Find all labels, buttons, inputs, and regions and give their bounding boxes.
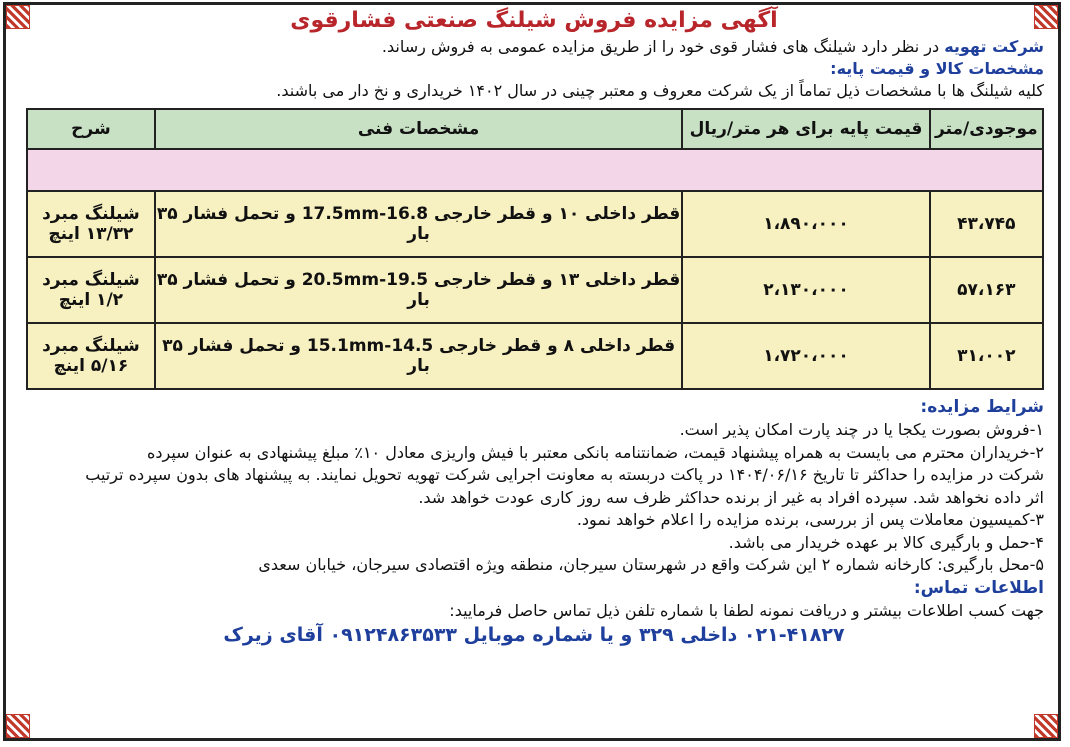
- desc-cell: [27, 191, 155, 257]
- term-line: ۳-کمیسیون معاملات پس از بررسی، برنده مزایده را اعلام خواهد نمود.: [576, 510, 1044, 529]
- ad-content: [24, 6, 1044, 648]
- term-line: ۱-فروش بصورت یکجا یا در چند پارت امکان پذیر است.: [679, 420, 1044, 439]
- desc-line: شیلنگ مبرد: [42, 336, 140, 356]
- corner-ornament: [1034, 714, 1058, 738]
- stock-cell: ۴۳،۷۴۵: [930, 191, 1043, 257]
- stock-cell: ۳۱،۰۰۲: [930, 323, 1043, 389]
- desc-line: شیلنگ مبرد: [42, 204, 140, 224]
- header-spec: مشخصات فنی: [155, 109, 683, 149]
- intro-line: [24, 36, 1044, 58]
- corner-ornament: [6, 714, 30, 738]
- company-name: شرکت تهویه: [944, 37, 1044, 56]
- desc-cell: [27, 323, 155, 389]
- specs-table: [26, 108, 1044, 390]
- desc-size: ۱۳/۳۲ اینچ: [48, 224, 134, 244]
- header-desc: شرح: [27, 109, 155, 149]
- term-line: ۵-محل بارگیری: کارخانه شماره ۲ این شرکت واقع در شهرستان سیرجان، منطقه ویژه اقتصادی سیرجان، خیابان سعدی: [258, 555, 1044, 574]
- price-cell: ۲،۱۳۰،۰۰۰: [682, 257, 929, 323]
- spacer-cell: [27, 149, 1043, 191]
- spec-cell: قطر داخلی ۱۳ و قطر خارجی 19.5-20.5mm و تحمل فشار ۳۵ بار: [155, 257, 683, 323]
- term-line: ۲-خریداران محترم می بایست به همراه پیشنهاد قیمت، ضمانتنامه بانکی معتبر با فیش واریزی معادل ۱۰٪ مبلغ پیشنهادی به عنوان سپرده: [147, 442, 1044, 462]
- stock-cell: ۵۷،۱۶۳: [930, 257, 1043, 323]
- spec-cell: قطر داخلی ۸ و قطر خارجی 14.5-15.1mm و تحمل فشار ۳۵ بار: [155, 323, 683, 389]
- header-stock: موجودی/متر: [930, 109, 1043, 149]
- contact-heading: اطلاعات تماس:: [913, 577, 1044, 598]
- intro-text: در نظر دارد شیلنگ های فشار قوی خود را از طریق مزایده عمومی به فروش رساند.: [381, 37, 945, 56]
- table-header-row: [27, 109, 1043, 149]
- term-line: اثر داده نخواهد شد. سپرده افراد به غیر از برنده حداکثر ظرف سه روز کاری عودت خواهد شد.: [418, 487, 1044, 507]
- table-spacer-row: [27, 149, 1043, 191]
- specs-heading: مشخصات کالا و قیمت پایه:: [830, 59, 1044, 78]
- term-line: شرکت در مزایده را حداکثر تا تاریخ ۱۴۰۴/۰۶/۱۶ در پاکت دربسته به معاونت اجرایی شرکت تهویه تحویل نمایند. به پیشنهاد های بدون سپرده ترتیب: [85, 465, 1044, 484]
- desc-cell: [27, 257, 155, 323]
- desc-line: شیلنگ مبرد: [42, 270, 140, 290]
- desc-size: ۵/۱۶ اینچ: [53, 356, 129, 376]
- terms-heading: شرایط مزایده:: [920, 397, 1044, 417]
- table-row: [27, 191, 1043, 257]
- contact-text: جهت کسب اطلاعات بیشتر و دریافت نمونه لطفا با شماره تلفن ذیل تماس حاصل فرمایید:: [449, 600, 1044, 620]
- desc-size: ۱/۲ اینچ: [58, 290, 124, 310]
- specs-note: کلیه شیلنگ ها با مشخصات ذیل تماماً از یک شرکت معروف و معتبر چینی در سال ۱۴۰۲ خریداری و نخ دار می باشند.: [276, 81, 1044, 100]
- price-cell: ۱،۸۹۰،۰۰۰: [682, 191, 929, 257]
- price-cell: ۱،۷۲۰،۰۰۰: [682, 323, 929, 389]
- table-row: [27, 257, 1043, 323]
- spec-cell: قطر داخلی ۱۰ و قطر خارجی 16.8-17.5mm و تحمل فشار ۳۵ بار: [155, 191, 683, 257]
- table-row: [27, 323, 1043, 389]
- contact-phone: ۰۲۱-۴۱۸۲۷ داخلی ۳۲۹ و یا شماره موبایل ۰۹۱۲۴۸۶۳۵۳۳ آقای زیرک: [223, 624, 845, 646]
- ad-title: آگهی مزایده فروش شیلنگ صنعتی فشارقوی: [290, 8, 778, 33]
- header-price: قیمت پایه برای هر متر/ریال: [682, 109, 929, 149]
- term-line: ۴-حمل و بارگیری کالا بر عهده خریدار می باشد.: [728, 532, 1044, 552]
